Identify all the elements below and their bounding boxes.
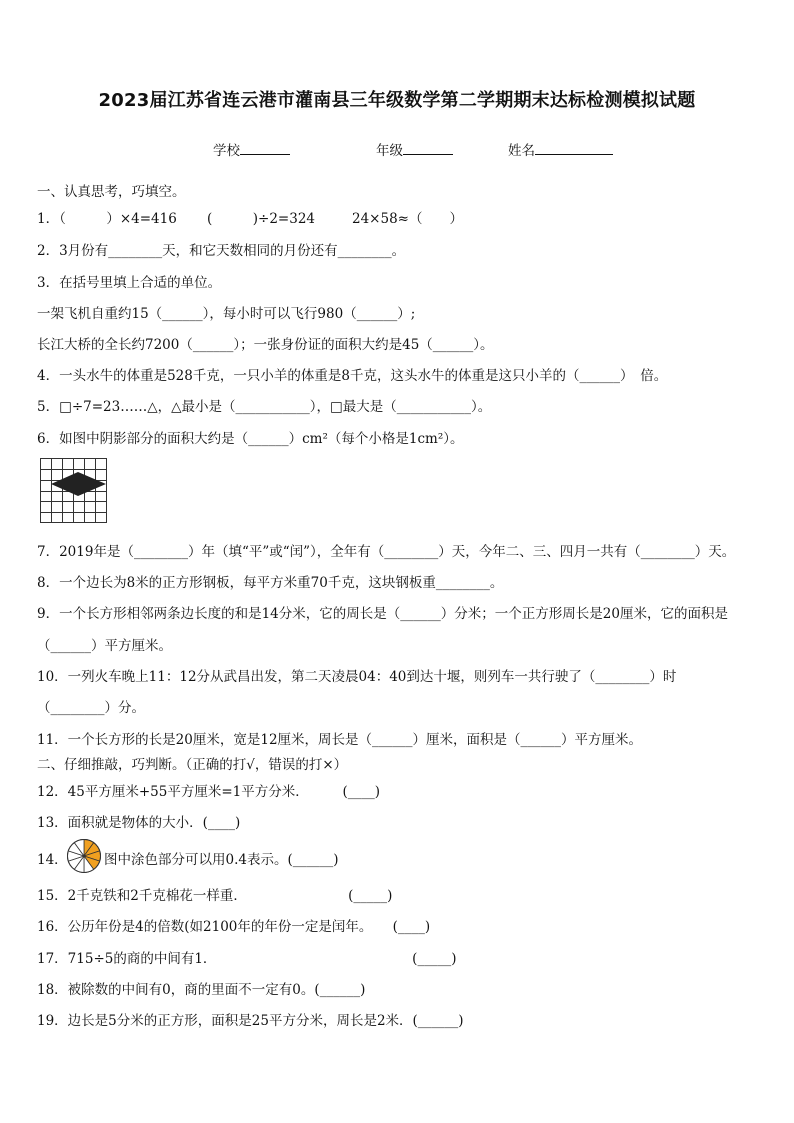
- question-5: 5．□÷7=23……△，△最小是（___________），□最大是（___________）。: [37, 399, 492, 415]
- question-7: 7．2019年是（________）年（填“平”或“闰”），全年有（________）天，今年二、三、四月一共有（________）天。: [37, 544, 736, 560]
- name-label: 姓名: [508, 143, 535, 159]
- question-1a: 1．（ ）×4=416: [37, 211, 177, 227]
- question-17: 17．715÷5的商的中间有1． (_____): [37, 951, 457, 967]
- question-10a: 10．一列火车晚上11：12分从武昌出发，第二天凌晨04：40到达十堰，则列车一共行驶了（________）时: [37, 669, 677, 685]
- question-9b: （______）平方厘米。: [37, 638, 172, 654]
- student-info-row: [0, 139, 794, 161]
- section-2-heading: 二、仔细推敲，巧判断。（正确的打√，错误的打×）: [37, 757, 348, 773]
- shaded-diamond: [51, 472, 106, 496]
- school-label: 学校: [213, 143, 240, 159]
- section-1-heading: 一、认真思考，巧填空。: [37, 184, 186, 200]
- question-3a: 一架飞机自重约15（______），每小时可以飞行980（______）;: [37, 306, 416, 322]
- name-field: [508, 139, 613, 159]
- question-14-number: 14．: [37, 852, 68, 868]
- question-14-text: 图中涂色部分可以用0.4表示。(______): [104, 852, 339, 868]
- grade-label: 年级: [376, 143, 403, 159]
- question-9a: 9．一个长方形相邻两条边长度的和是14分米，它的周长是（______）分米；一个正方形周长是20厘米，它的面积是: [37, 606, 728, 622]
- question-13: 13．面积就是物体的大小．(____): [37, 815, 241, 831]
- question-6: 6．如图中阴影部分的面积大约是（______）cm²（每个小格是1cm²）。: [37, 431, 464, 447]
- question-2: 2．3月份有________天，和它天数相同的月份还有________。: [37, 243, 406, 259]
- name-blank[interactable]: [535, 140, 613, 155]
- question-15: 15．2千克铁和2千克棉花一样重． (_____): [37, 888, 393, 904]
- question-4: 4．一头水牛的体重是528千克，一只小羊的体重是8千克，这头水牛的体重是这只小羊的（______） 倍。: [37, 368, 668, 384]
- grid-diamond-image: [40, 458, 108, 524]
- question-19: 19．边长是5分米的正方形，面积是25平方分米，周长是2米．(______): [37, 1013, 464, 1029]
- grade-blank[interactable]: [403, 140, 453, 155]
- question-3b: 长江大桥的全长约7200（______）；一张身份证的面积大约是45（______）。: [37, 337, 494, 353]
- pie-image: [66, 838, 102, 874]
- pie-figure: [66, 838, 102, 878]
- question-1b: ( )÷2=324: [207, 211, 316, 227]
- question-3: 3．在括号里填上合适的单位。: [37, 275, 222, 291]
- grid-figure: [40, 458, 108, 528]
- school-field: [213, 139, 290, 159]
- page-title: 2023届江苏省连云港市灌南县三年级数学第二学期期末达标检测模拟试题: [98, 90, 696, 111]
- question-16: 16．公历年份是4的倍数(如2100年的年份一定是闰年。 (____): [37, 919, 431, 935]
- school-blank[interactable]: [240, 140, 290, 155]
- question-10b: （________）分。: [37, 700, 145, 716]
- grade-field: [376, 139, 453, 159]
- question-1c: 24×58≈（ ）: [352, 211, 463, 227]
- question-11: 11．一个长方形的长是20厘米，宽是12厘米，周长是（______）厘米，面积是（______）平方厘米。: [37, 732, 643, 748]
- question-18: 18．被除数的中间有0，商的里面不一定有0。(______): [37, 982, 366, 998]
- question-1: [37, 207, 177, 227]
- question-12: 12．45平方厘米+55平方厘米=1平方分米． (____): [37, 784, 381, 800]
- question-8: 8．一个边长为8米的正方形钢板，每平方米重70千克，这块钢板重________。: [37, 575, 504, 591]
